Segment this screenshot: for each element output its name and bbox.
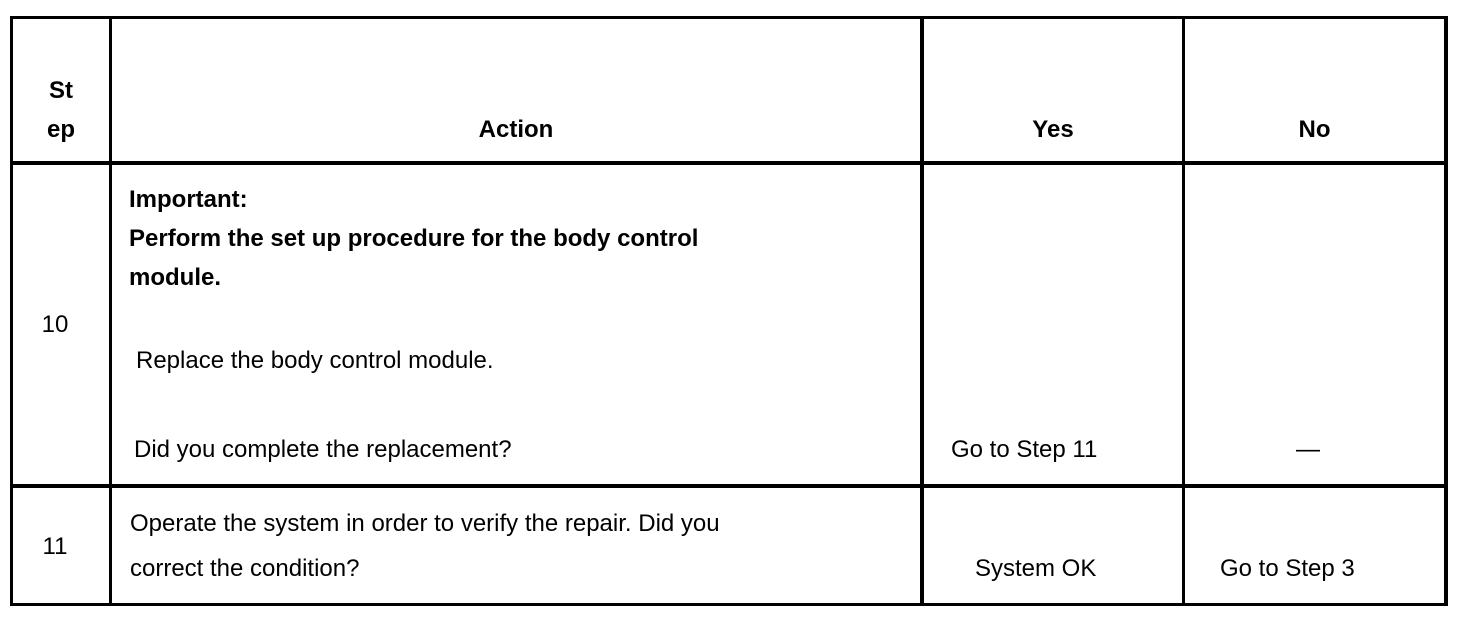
row-10-yes: Go to Step 11 <box>951 436 1098 463</box>
row-11-action-line1: Operate the system in order to verify the repair. Did you <box>130 510 720 537</box>
table-bottom-border <box>10 603 1448 606</box>
important-label: Important: <box>129 186 248 213</box>
row-11-action-line2: correct the condition? <box>130 555 360 582</box>
row-10-step: 10 <box>41 311 69 338</box>
important-text-line1: Perform the set up procedure for the body control <box>129 225 699 252</box>
important-text-line2: module. <box>129 264 222 291</box>
table-top-border <box>10 16 1448 19</box>
table-right-border <box>1444 16 1448 606</box>
row-10-question: Did you complete the replacement? <box>134 436 512 463</box>
row-10-instruction: Replace the body control module. <box>136 347 494 374</box>
row-11-step: 11 <box>42 533 68 560</box>
header-yes: Yes <box>1032 116 1074 143</box>
action-yes-divider <box>920 16 924 606</box>
row-10-no: — <box>1296 436 1320 463</box>
step-action-divider <box>109 16 112 606</box>
header-step-line2: ep <box>46 116 75 143</box>
header-no: No <box>1298 116 1331 143</box>
yes-no-divider <box>1182 16 1185 606</box>
row-11-no: Go to Step 3 <box>1220 555 1355 582</box>
row-11-yes: System OK <box>975 555 1097 582</box>
header-action: Action <box>478 116 554 143</box>
header-step <box>13 71 109 149</box>
row-divider <box>10 484 1448 488</box>
header-bottom-border <box>10 161 1448 165</box>
header-step-line1: St <box>49 77 73 104</box>
